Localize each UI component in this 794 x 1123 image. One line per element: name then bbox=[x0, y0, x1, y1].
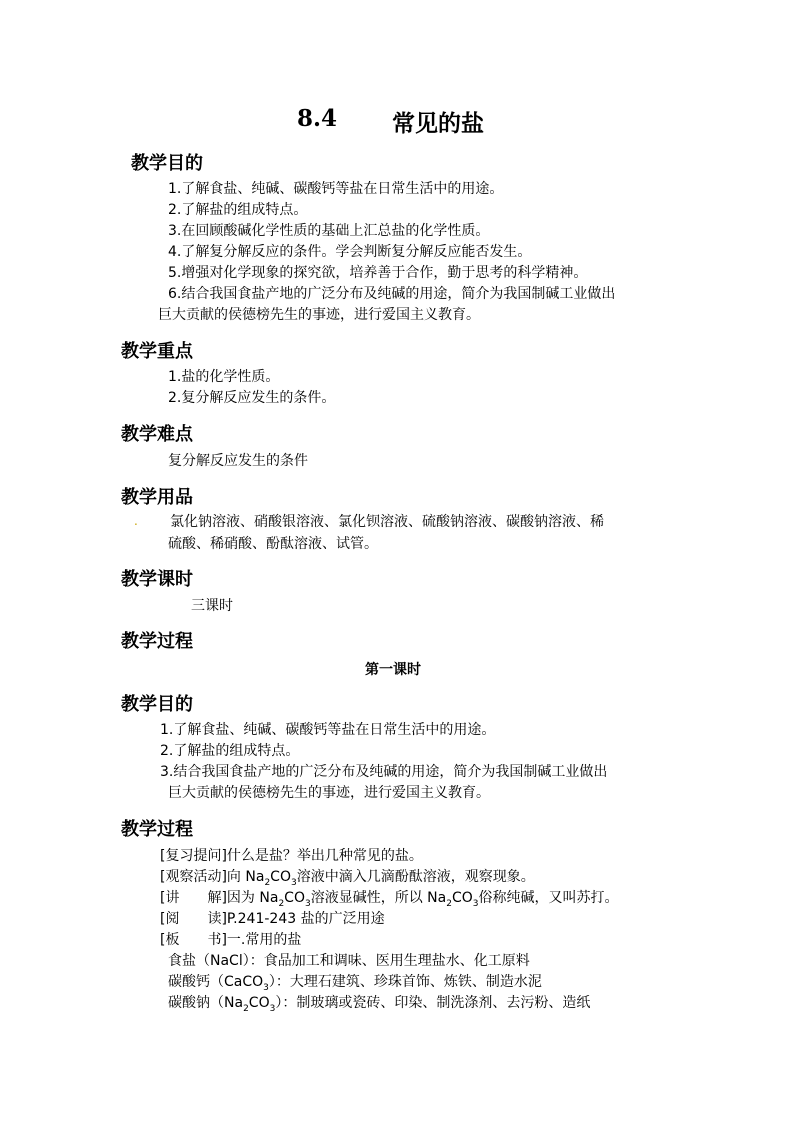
objective-item: 3.在回顾酸碱化学性质的基础上汇总盐的化学性质。 bbox=[168, 223, 490, 239]
materials-line: 氯化钠溶液、硝酸银溶液、氯化钡溶液、硫酸钠溶液、碳酸钠溶液、稀 bbox=[170, 514, 604, 530]
board-text: [板 书]一.常用的盐 bbox=[160, 932, 302, 948]
title-number: 8.4 bbox=[297, 105, 338, 132]
lesson-objective-item-cont: 巨大贡献的侯德榜先生的事迹，进行爱国主义教育。 bbox=[168, 785, 490, 801]
objective-item: 6.结合我国食盐产地的广泛分布及纯碱的用途，简介为我国制碱工业做出 bbox=[168, 286, 616, 302]
difficulties-heading: 教学难点 bbox=[121, 424, 193, 445]
objective-item: 2.了解盐的组成特点。 bbox=[168, 202, 308, 218]
objective-item: 4.了解复分解反应的条件。学会判断复分解反应能否发生。 bbox=[168, 244, 532, 260]
lesson-objective-item: 2.了解盐的组成特点。 bbox=[160, 743, 300, 759]
key-point-item: 1.盐的化学性质。 bbox=[168, 369, 280, 385]
salt-use-caco3: 碳酸钙（CaCO$_3$）：大理石建筑、珍珠首饰、炼铁、制造水泥 bbox=[168, 974, 542, 993]
title-text: 常见的盐 bbox=[392, 110, 484, 137]
materials-line: 硫酸、稀硝酸、酚酞溶液、试管。 bbox=[168, 536, 378, 552]
list-bullet: . bbox=[134, 514, 138, 528]
lesson-subtitle: 第一课时 bbox=[365, 662, 421, 678]
read-text: [阅 读]P.241-243 盐的广泛用途 bbox=[160, 911, 385, 927]
objectives-heading: 教学目的 bbox=[131, 153, 203, 174]
objective-item-cont: 巨大贡献的侯德榜先生的事迹，进行爱国主义教育。 bbox=[158, 307, 480, 323]
process-heading: 教学过程 bbox=[121, 631, 193, 652]
review-question: [复习提问]什么是盐？举出几种常见的盐。 bbox=[160, 848, 423, 864]
key-points-heading: 教学重点 bbox=[121, 341, 193, 362]
class-hours-heading: 教学课时 bbox=[121, 569, 193, 590]
objective-item: 1.了解食盐、纯碱、碳酸钙等盐在日常生活中的用途。 bbox=[168, 181, 504, 197]
class-hours-text: 三课时 bbox=[191, 598, 233, 614]
lesson-objective-item: 3.结合我国食盐产地的广泛分布及纯碱的用途，简介为我国制碱工业做出 bbox=[160, 764, 608, 780]
lesson-objective-item: 1.了解食盐、纯碱、碳酸钙等盐在日常生活中的用途。 bbox=[160, 722, 496, 738]
salt-use-na2co3: 碳酸钠$(Na_2CO_3)$：制玻璃或瓷砖、印染、制洗涤剂、去污粉、造纸 bbox=[168, 995, 591, 1014]
observe-activity: [观察活动]向 $Na_2CO_3$溶液中滴入几滴酚酞溶液，观察现象。 bbox=[160, 869, 535, 888]
key-point-item: 2.复分解反应发生的条件。 bbox=[168, 390, 336, 406]
explain-text: [讲 解]因为 $Na_2CO_3$溶液显碱性，所以 $Na_2CO_3$俗称纯碱，又叫苏打。 bbox=[160, 890, 619, 909]
difficulties-text: 复分解反应发生的条件 bbox=[168, 453, 308, 469]
salt-use-nacl: 食盐（NaCl）：食品加工和调味、医用生理盐水、化工原料 bbox=[168, 953, 530, 969]
lesson-process-heading: 教学过程 bbox=[121, 819, 193, 840]
materials-heading: 教学用品 bbox=[121, 487, 193, 508]
objective-item: 5.增强对化学现象的探究欲，培养善于合作，勤于思考的科学精神。 bbox=[168, 265, 588, 281]
lesson-objectives-heading: 教学目的 bbox=[121, 694, 193, 715]
